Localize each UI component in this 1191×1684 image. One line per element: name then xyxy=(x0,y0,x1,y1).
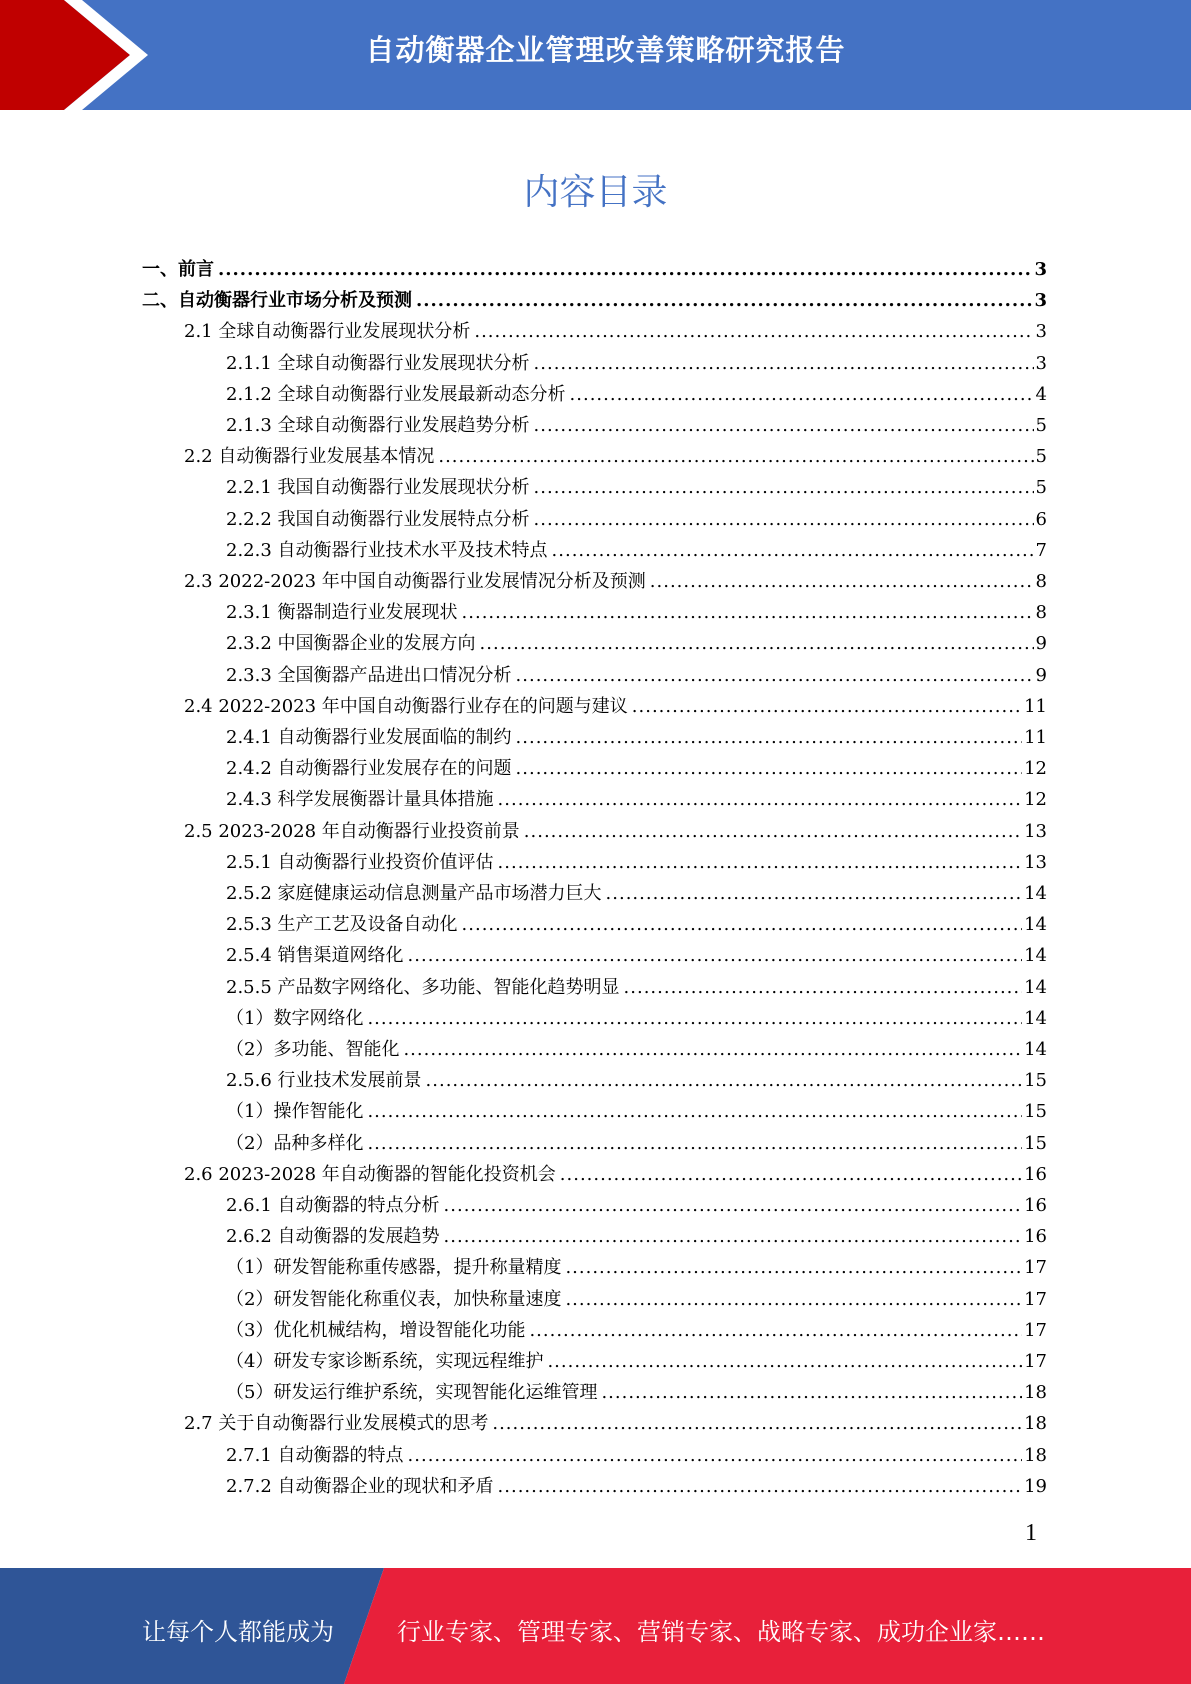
toc-entry-page: 11 xyxy=(1024,727,1047,748)
toc-leader-dots xyxy=(462,909,1023,940)
toc-entry-page: 13 xyxy=(1024,851,1047,873)
toc-entry-page: 17 xyxy=(1024,1319,1047,1341)
toc-leader-dots xyxy=(601,1377,1022,1408)
toc-entry-label: 2.6.1 自动衡器的特点分析 xyxy=(226,1195,440,1216)
toc-entry-label: 2.4 2022-2023 年中国自动衡器行业存在的问题与建议 xyxy=(184,695,628,717)
toc-entry[interactable] xyxy=(142,254,1047,285)
toc-entry-page: 6 xyxy=(1035,508,1047,530)
toc-entry-label: 2.2.2 我国自动衡器行业发展特点分析 xyxy=(226,508,530,530)
toc-entry[interactable] xyxy=(226,1284,1047,1315)
toc-entry-page: 16 xyxy=(1024,1163,1047,1185)
toc-entry-page: 11 xyxy=(1024,695,1047,717)
toc-entry-label: 2.5.4 销售渠道网络化 xyxy=(226,945,404,967)
toc-entry[interactable] xyxy=(226,972,1047,1003)
footer-slogan-left: 让每个人都能成为 xyxy=(142,1618,334,1646)
toc-entry-page: 15 xyxy=(1024,1132,1047,1154)
toc-entry-label: 2.5.5 产品数字网络化、多功能、智能化趋势明显 xyxy=(226,976,620,998)
toc-entry-label: （4）研发专家诊断系统，实现远程维护 xyxy=(226,1351,544,1372)
toc-entry-label: （5）研发运行维护系统，实现智能化运维管理 xyxy=(226,1382,598,1404)
toc-entry-label: 2.7 关于自动衡器行业发展模式的思考 xyxy=(184,1413,489,1435)
toc-leader-dots xyxy=(529,1315,1022,1346)
toc-entry-label: 2.7.2 自动衡器企业的现状和矛盾 xyxy=(226,1475,494,1497)
toc-entry[interactable] xyxy=(226,504,1047,535)
toc-entry[interactable] xyxy=(226,878,1047,909)
toc-entry-label: 2.5.6 行业技术发展前景 xyxy=(226,1070,422,1092)
toc-entry[interactable] xyxy=(184,441,1047,472)
toc-entry[interactable] xyxy=(226,784,1047,815)
toc-entry[interactable] xyxy=(226,535,1047,566)
toc-leader-dots xyxy=(498,1471,1023,1502)
toc-leader-dots xyxy=(534,472,1034,503)
toc-leader-dots xyxy=(367,1003,1022,1034)
toc-entry[interactable] xyxy=(184,1408,1047,1439)
toc-entry-page: 3 xyxy=(1034,290,1047,312)
toc-entry[interactable] xyxy=(226,472,1047,503)
toc-entry[interactable] xyxy=(226,1034,1047,1065)
toc-entry-page: 3 xyxy=(1035,321,1047,343)
toc-entry[interactable] xyxy=(226,1128,1047,1159)
toc-entry-page: 18 xyxy=(1024,1413,1047,1435)
toc-entry-page: 7 xyxy=(1035,539,1047,561)
footer-slogan-right: 行业专家、管理专家、营销专家、战略专家、成功企业家…… xyxy=(397,1618,1045,1646)
toc-entry[interactable] xyxy=(226,1190,1047,1221)
toc-entry[interactable] xyxy=(226,1003,1047,1034)
toc-entry-page: 5 xyxy=(1035,415,1047,436)
toc-entry-page: 17 xyxy=(1024,1288,1047,1310)
toc-entry[interactable] xyxy=(226,410,1047,441)
toc-leader-dots xyxy=(474,316,1033,347)
toc-entry-label: 2.7.1 自动衡器的特点 xyxy=(226,1444,404,1466)
toc-entry[interactable] xyxy=(184,316,1047,347)
toc-leader-dots xyxy=(606,878,1023,909)
toc-entry[interactable] xyxy=(142,285,1047,316)
toc-entry[interactable] xyxy=(226,847,1047,878)
toc-entry-label: 2.2.3 自动衡器行业技术水平及技术特点 xyxy=(226,539,548,561)
toc-leader-dots xyxy=(516,722,1023,753)
toc-entry-label: （2）品种多样化 xyxy=(226,1132,364,1154)
toc-leader-dots xyxy=(547,1346,1022,1377)
toc-entry-label: 2.4.2 自动衡器行业发展存在的问题 xyxy=(226,758,512,780)
toc-entry[interactable] xyxy=(226,597,1047,628)
toc-entry-label: 2.3.2 中国衡器企业的发展方向 xyxy=(226,633,476,655)
toc-entry-page: 12 xyxy=(1024,789,1047,811)
toc-leader-dots xyxy=(403,1034,1022,1065)
toc-entry-label: （3）优化机械结构，增设智能化功能 xyxy=(226,1319,526,1341)
toc-leader-dots xyxy=(570,379,1034,410)
toc-entry[interactable] xyxy=(226,753,1047,784)
toc-entry-label: 2.1.1 全球自动衡器行业发展现状分析 xyxy=(226,352,530,374)
page-number: 1 xyxy=(1025,1520,1037,1546)
toc-entry-label: 2.4.3 科学发展衡器计量具体措施 xyxy=(226,789,494,811)
toc-entry[interactable] xyxy=(184,691,1047,722)
toc-entry-label: 2.6.2 自动衡器的发展趋势 xyxy=(226,1226,440,1248)
toc-entry-label: （2）多功能、智能化 xyxy=(226,1039,400,1060)
toc-entry-label: 2.5.3 生产工艺及设备自动化 xyxy=(226,914,458,936)
toc-entry-page: 16 xyxy=(1024,1226,1047,1248)
toc-entry-page: 14 xyxy=(1024,914,1047,936)
toc-entry[interactable] xyxy=(226,379,1047,410)
toc-leader-dots xyxy=(416,285,1032,316)
report-title: 自动衡器企业管理改善策略研究报告 xyxy=(365,33,846,67)
toc-entry-label: 2.5.2 家庭健康运动信息测量产品市场潜力巨大 xyxy=(226,883,602,904)
toc-entry[interactable] xyxy=(226,1221,1047,1252)
toc-entry-page: 14 xyxy=(1024,945,1047,967)
toc-entry-label: 2.5 2023-2028 年自动衡器行业投资前景 xyxy=(184,820,520,842)
toc-entry-page: 17 xyxy=(1024,1257,1047,1279)
toc-entry-label: 2.2 自动衡器行业发展基本情况 xyxy=(184,446,435,468)
toc-entry-label: 2.3.3 全国衡器产品进出口情况分析 xyxy=(226,664,512,686)
toc-entry[interactable] xyxy=(226,722,1047,753)
toc-entry-label: 2.1.3 全球自动衡器行业发展趋势分析 xyxy=(226,415,530,436)
toc-entry-page: 9 xyxy=(1035,664,1047,686)
toc-entry-page: 15 xyxy=(1024,1101,1047,1123)
toc-entry-page: 8 xyxy=(1035,602,1047,624)
toc-entry[interactable] xyxy=(226,909,1047,940)
toc-leader-dots xyxy=(624,972,1023,1003)
toc-entry-page: 14 xyxy=(1024,883,1047,904)
page-footer xyxy=(0,1568,1191,1684)
toc-entry-page: 9 xyxy=(1035,633,1047,655)
toc-entry[interactable] xyxy=(226,1065,1047,1096)
toc-entry-page: 4 xyxy=(1035,383,1047,405)
toc-leader-dots xyxy=(480,628,1034,659)
toc-entry[interactable] xyxy=(226,1346,1047,1377)
toc-entry[interactable] xyxy=(226,348,1047,379)
toc-entry-label: 2.2.1 我国自动衡器行业发展现状分析 xyxy=(226,477,530,499)
toc-entry-page: 16 xyxy=(1024,1195,1047,1216)
toc-entry-label: 二、自动衡器行业市场分析及预测 xyxy=(142,290,412,312)
toc-entry-label: 2.3 2022-2023 年中国自动衡器行业发展情况分析及预测 xyxy=(184,571,646,592)
toc-leader-dots xyxy=(438,441,1033,472)
toc-leader-dots xyxy=(444,1221,1023,1252)
toc-leader-dots xyxy=(408,1440,1023,1471)
toc-leader-dots xyxy=(444,1190,1023,1221)
toc-entry-label: （1）数字网络化 xyxy=(226,1007,364,1029)
toc-entry-page: 14 xyxy=(1024,1039,1047,1060)
toc-entry[interactable] xyxy=(226,1315,1047,1346)
toc-leader-dots xyxy=(565,1252,1022,1283)
toc-entry-page: 8 xyxy=(1035,571,1047,592)
toc-leader-dots xyxy=(516,660,1034,691)
toc-leader-dots xyxy=(367,1128,1022,1159)
toc-entry-page: 5 xyxy=(1035,477,1047,499)
toc-leader-dots xyxy=(218,254,1032,285)
toc-entry-page: 3 xyxy=(1034,259,1047,280)
toc-leader-dots xyxy=(462,597,1034,628)
toc-entry-page: 15 xyxy=(1024,1070,1047,1092)
toc-leader-dots xyxy=(492,1408,1022,1439)
page-header xyxy=(0,0,1191,110)
toc-entry-page: 14 xyxy=(1024,976,1047,998)
toc-entry[interactable] xyxy=(226,1377,1047,1408)
toc-entry-label: 一、前言 xyxy=(142,259,214,280)
toc-leader-dots xyxy=(408,940,1023,971)
toc-leader-dots xyxy=(565,1284,1022,1315)
toc-entry[interactable] xyxy=(226,940,1047,971)
toc-entry-page: 5 xyxy=(1035,446,1047,468)
toc-leader-dots xyxy=(516,753,1023,784)
toc-entry[interactable] xyxy=(226,1440,1047,1471)
toc-entry-page: 19 xyxy=(1024,1475,1047,1497)
toc-leader-dots xyxy=(367,1096,1022,1127)
toc-entry[interactable] xyxy=(226,628,1047,659)
toc-entry-page: 14 xyxy=(1024,1007,1047,1029)
toc-entry[interactable] xyxy=(226,1252,1047,1283)
toc-entry-page: 17 xyxy=(1024,1351,1047,1372)
toc-entry-label: 2.4.1 自动衡器行业发展面临的制约 xyxy=(226,727,512,748)
toc-leader-dots xyxy=(534,504,1034,535)
toc-leader-dots xyxy=(632,691,1022,722)
toc-leader-dots xyxy=(534,348,1034,379)
toc-entry-page: 3 xyxy=(1035,352,1047,374)
toc-leader-dots xyxy=(498,847,1023,878)
toc-leader-dots xyxy=(650,566,1034,597)
toc-entry[interactable] xyxy=(184,566,1047,597)
toc-leader-dots xyxy=(560,1159,1022,1190)
toc-heading: 内容目录 xyxy=(523,172,668,213)
toc-entry-label: （2）研发智能化称重仪表，加快称量速度 xyxy=(226,1288,562,1310)
toc-entry[interactable] xyxy=(184,816,1047,847)
toc-entry-label: 2.5.1 自动衡器行业投资价值评估 xyxy=(226,851,494,873)
toc-entry[interactable] xyxy=(226,1471,1047,1502)
toc-entry[interactable] xyxy=(226,660,1047,691)
toc-entry-label: 2.6 2023-2028 年自动衡器的智能化投资机会 xyxy=(184,1163,556,1185)
toc-entry[interactable] xyxy=(184,1159,1047,1190)
toc-entry-label: 2.3.1 衡器制造行业发展现状 xyxy=(226,602,458,624)
toc-entry-page: 13 xyxy=(1024,820,1047,842)
toc-leader-dots xyxy=(524,816,1022,847)
toc-entry-page: 18 xyxy=(1024,1382,1047,1404)
toc-leader-dots xyxy=(552,535,1034,566)
toc-entry-label: 2.1.2 全球自动衡器行业发展最新动态分析 xyxy=(226,383,566,405)
toc-entry-label: （1）研发智能称重传感器，提升称量精度 xyxy=(226,1257,562,1279)
toc-entry-page: 18 xyxy=(1024,1444,1047,1466)
toc-entry-label: 2.1 全球自动衡器行业发展现状分析 xyxy=(184,321,471,343)
toc-leader-dots xyxy=(426,1065,1023,1096)
toc-entry[interactable] xyxy=(226,1096,1047,1127)
toc-leader-dots xyxy=(498,784,1023,815)
toc-entry-page: 12 xyxy=(1024,758,1047,780)
toc-leader-dots xyxy=(534,410,1034,441)
toc-entry-label: （1）操作智能化 xyxy=(226,1101,364,1123)
